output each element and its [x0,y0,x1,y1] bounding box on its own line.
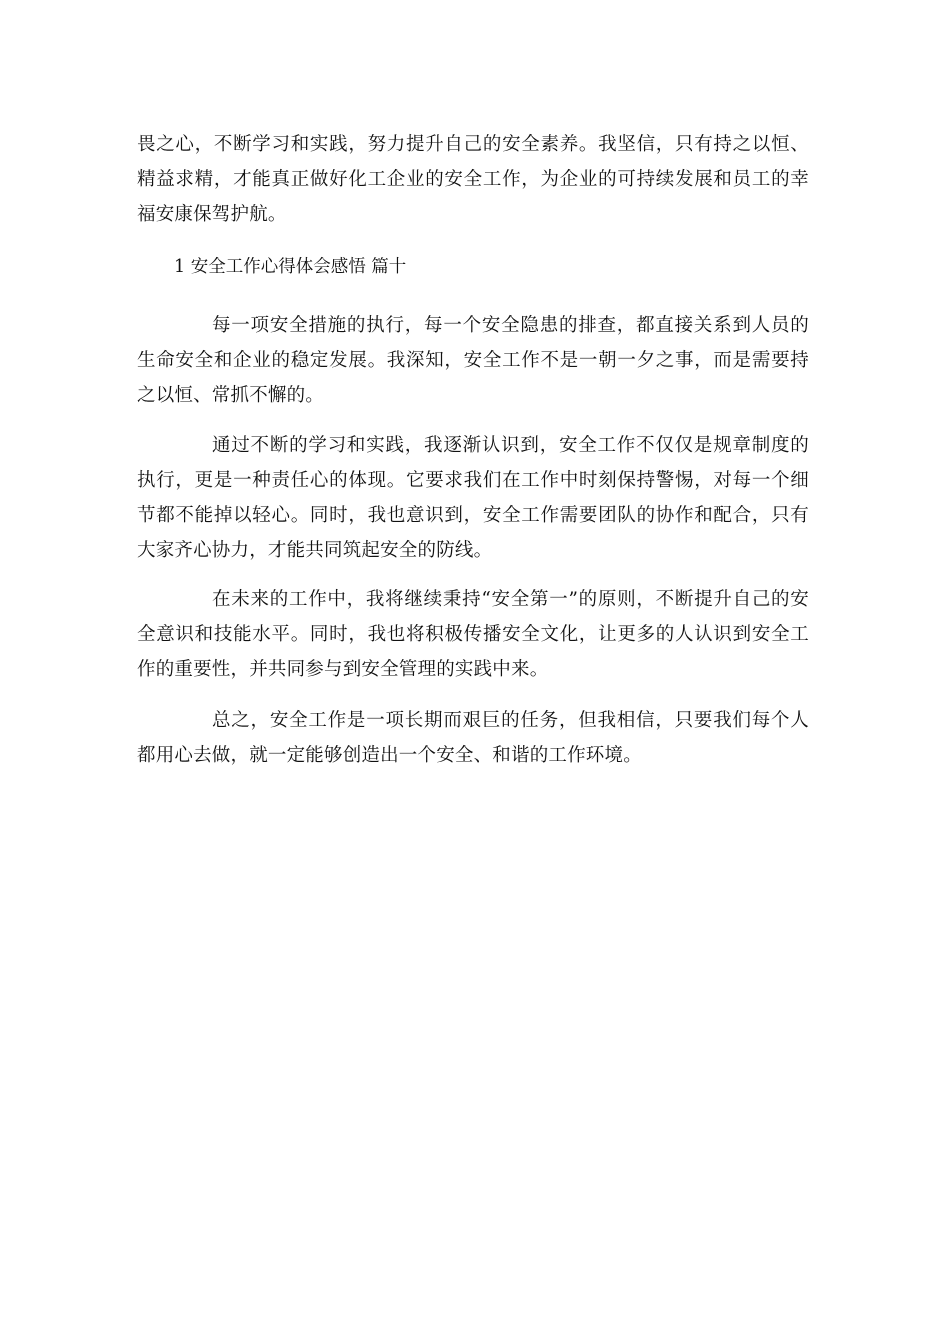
continuation-paragraph: 畏之心，不断学习和实践，努力提升自己的安全素养。我坚信，只有持之以恒、精益求精，才能真正做好化工企业的安全工作，为企业的可持续发展和员工的幸福安康保驾护航。 [137,134,809,225]
body-paragraph-2: 通过不断的学习和实践，我逐渐认识到，安全工作不仅仅是规章制度的执行，更是一种责任心的体现。它要求我们在工作中时刻保持警惕，对每一个细节都不能掉以轻心。同时，我也意识到，安全工作需要团队的协作和配合，只有大家齐心协力，才能共同筑起安全的防线。 [137,435,809,561]
body-paragraph-3: 在未来的工作中，我将继续秉持“安全第一”的原则，不断提升自己的安全意识和技能水平。同时，我也将积极传播安全文化，让更多的人认识到安全工作的重要性，并共同参与到安全管理的实践中来。 [137,589,809,680]
section-heading: 1 安全工作心得体会感悟 篇十 [174,257,407,277]
body-paragraph-4: 总之，安全工作是一项长期而艰巨的任务，但我相信，只要我们每个人都用心去做，就一定能够创造出一个安全、和谐的工作环境。 [137,710,809,766]
body-paragraph-1: 每一项安全措施的执行，每一个安全隐患的排查，都直接关系到人员的生命安全和企业的稳定发展。我深知，安全工作不是一朝一夕之事，而是需要持之以恒、常抓不懈的。 [137,315,809,406]
